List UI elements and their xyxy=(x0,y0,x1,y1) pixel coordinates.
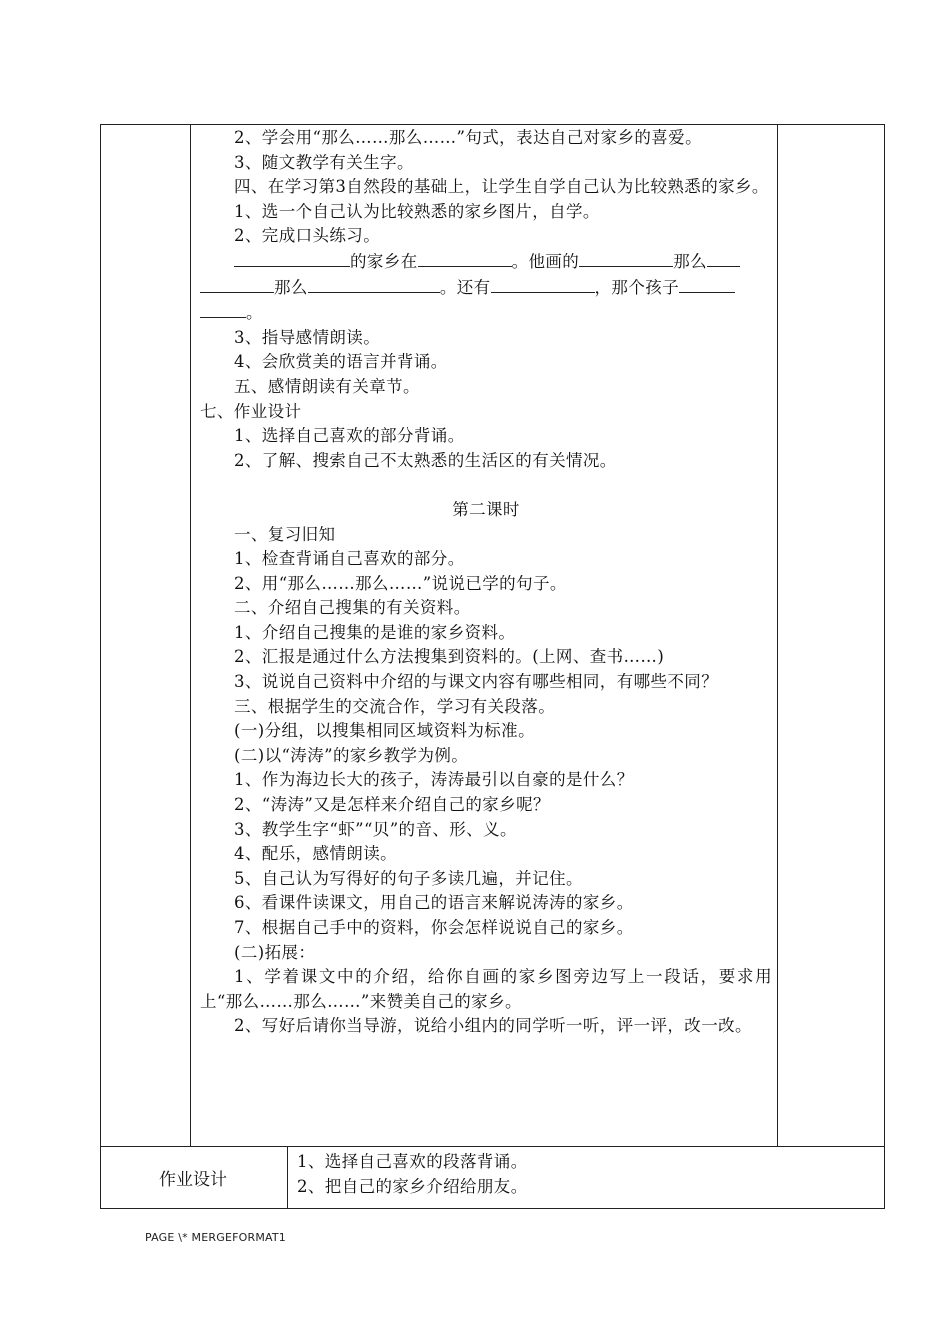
homework-heading: 七、作业设计 xyxy=(200,401,302,421)
blank-line xyxy=(579,249,673,267)
fill-blank-text: 的家乡在 xyxy=(350,251,418,271)
lesson-line: 1、作为海边长大的孩子，涛涛最引以自豪的是什么？ xyxy=(234,770,634,790)
homework-row-item: 1、选择自己喜欢的段落背诵。 xyxy=(297,1152,528,1171)
fill-blank-text: 那么 xyxy=(673,251,708,271)
lesson-line: 3、教学生字“虾”“贝”的音、形、义。 xyxy=(234,819,517,839)
lesson-line: 1、检查背诵自己喜欢的部分。 xyxy=(234,549,465,569)
fill-blank-exercise xyxy=(200,249,772,275)
blank-line xyxy=(234,249,350,267)
lesson-line: 7、根据自己手中的资料，你会怎样说说自己的家乡。 xyxy=(234,918,634,937)
blank-line xyxy=(679,275,735,293)
lesson-line: (二)以“涛涛”的家乡教学为例。 xyxy=(234,745,469,765)
fill-blank-text: 那么 xyxy=(274,277,308,297)
blank-spacer xyxy=(200,473,772,498)
lesson-line: 5、自己认为写得好的句子多读几遍，并记住。 xyxy=(234,868,583,888)
column-divider-left xyxy=(190,124,191,1146)
homework-row-items xyxy=(297,1150,877,1199)
table-left-border xyxy=(100,124,101,1209)
table-bottom-border xyxy=(100,1208,885,1209)
lesson-line: 3、随文教学有关生字。 xyxy=(234,152,414,172)
fill-blank-exercise-end xyxy=(200,300,772,326)
fill-blank-exercise-cont xyxy=(200,275,772,301)
lesson-line: 2、用“那么……那么……”说说已学的句子。 xyxy=(234,573,567,593)
lesson-line: (一)分组，以搜集相同区域资料为标准。 xyxy=(234,721,535,741)
lesson-line: 二、介绍自己搜集的有关资料。 xyxy=(234,598,471,618)
fill-blank-text: ，那个孩子 xyxy=(594,277,680,297)
table-top-border xyxy=(100,124,885,125)
table-right-border xyxy=(884,124,885,1209)
lesson-line: 6、看课件读课文，用自己的语言来解说涛涛的家乡。 xyxy=(234,893,634,913)
homework-item: 2、了解、搜索自己不太熟悉的生活区的有关情况。 xyxy=(234,450,617,470)
lesson-line: 一、复习旧知 xyxy=(234,524,336,544)
lesson-line: 四、在学习第3自然段的基础上，让学生自学自己认为比较熟悉的家乡。 xyxy=(234,177,769,197)
lesson-line: 2、学会用“那么……那么……”句式，表达自己对家乡的喜爱。 xyxy=(234,128,702,147)
column-divider-right xyxy=(777,124,778,1146)
homework-item: 1、选择自己喜欢的部分背诵。 xyxy=(234,426,465,446)
lesson-line: 2、写好后请你当导游，说给小组内的同学听一听，评一评，改一改。 xyxy=(234,1016,752,1036)
lesson-line: 三、根据学生的交流合作，学习有关段落。 xyxy=(234,696,556,716)
fill-blank-text: 。 xyxy=(246,303,263,323)
lesson-line: 3、说说自己资料中介绍的与课文内容有哪些相同，有哪些不同？ xyxy=(234,672,719,692)
lesson-line: 2、完成口头练习。 xyxy=(234,226,381,246)
blank-line xyxy=(200,275,274,293)
blank-line xyxy=(707,249,740,267)
lesson-line: 1、学着课文中的介绍，给你自画的家乡图旁边写上一段话，要求用上“那么……那么……”来赞美自己的家乡。 xyxy=(200,967,772,1011)
lesson-line: 五、感情朗读有关章节。 xyxy=(234,376,420,396)
blank-line xyxy=(200,300,246,318)
homework-row-item: 2、把自己的家乡介绍给朋友。 xyxy=(297,1176,528,1196)
blank-line xyxy=(491,275,595,293)
lesson-content xyxy=(200,126,772,1039)
homework-label-divider xyxy=(287,1146,288,1208)
fill-blank-text: 。他画的 xyxy=(511,251,580,271)
lesson-line: 4、会欣赏美的语言并背诵。 xyxy=(234,352,448,372)
blank-line xyxy=(308,275,440,293)
page-footer: PAGE \* MERGEFORMAT1 xyxy=(145,1231,287,1244)
lesson-line: 4、配乐，感情朗读。 xyxy=(234,844,397,864)
blank-line xyxy=(418,249,512,267)
fill-blank-text: 。还有 xyxy=(439,277,491,297)
lesson-line: 2、“涛涛”又是怎样来介绍自己的家乡呢？ xyxy=(234,795,550,815)
lesson-line: (二)拓展： xyxy=(234,942,316,962)
homework-row-label: 作业设计 xyxy=(159,1170,227,1190)
lesson-line: 2、汇报是通过什么方法搜集到资料的。(上网、查书……) xyxy=(234,647,665,667)
lesson-line: 1、介绍自己搜集的是谁的家乡资料。 xyxy=(234,622,516,642)
second-lesson-title: 第二课时 xyxy=(452,499,520,519)
lesson-line: 1、选一个自己认为比较熟悉的家乡图片，自学。 xyxy=(234,201,600,221)
lesson-line: 3、指导感情朗读。 xyxy=(234,327,381,347)
